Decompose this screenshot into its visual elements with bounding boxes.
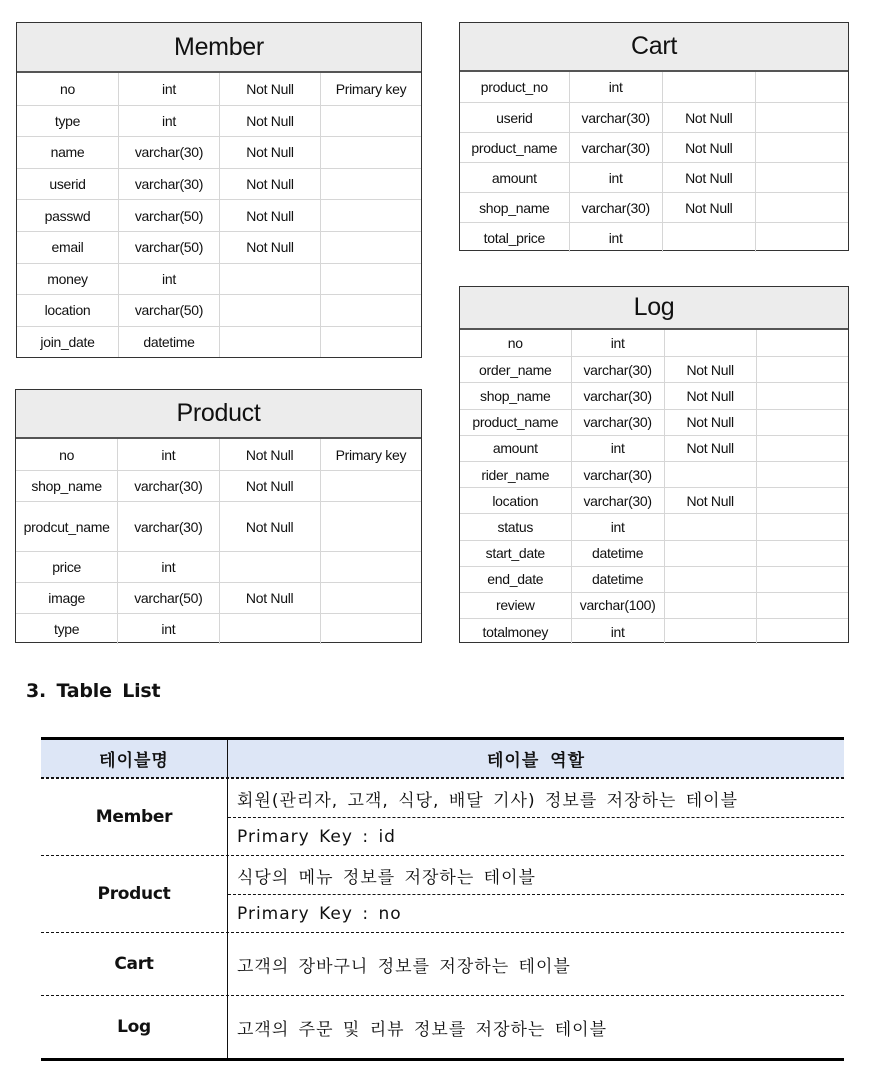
table-role: 고객의 장바구니 정보를 저장하는 테이블 <box>237 956 571 977</box>
column-type: int <box>117 439 218 470</box>
column-key: Primary key <box>320 439 421 470</box>
column-null: Not Null <box>219 137 320 168</box>
table-name: Log <box>41 996 228 1058</box>
log-row-totalmoney <box>460 618 848 644</box>
column-name: amount <box>492 440 538 457</box>
column-type: datetime <box>571 541 664 566</box>
cart-row-product-no <box>460 72 848 102</box>
column-key <box>320 106 421 137</box>
column-key <box>756 488 848 513</box>
column-key <box>756 462 848 487</box>
table-name: Cart <box>41 933 228 995</box>
column-name: shop_name <box>480 387 551 404</box>
log-row-no <box>460 330 848 356</box>
cart-row-shop-name <box>460 192 848 222</box>
column-null: Not Null <box>219 232 320 263</box>
column-null <box>664 330 756 356</box>
column-name: no <box>59 446 75 463</box>
column-key <box>756 541 848 566</box>
column-key <box>320 200 421 231</box>
column-name: email <box>51 239 84 256</box>
column-key <box>320 137 421 168</box>
column-null <box>664 619 756 644</box>
column-null: Not Null <box>662 103 755 132</box>
column-name: no <box>60 80 75 97</box>
column-key <box>756 619 848 644</box>
column-null: Not Null <box>664 383 756 408</box>
table-name: Member <box>41 779 228 855</box>
column-null: Not Null <box>664 436 756 461</box>
table-role: 식당의 메뉴 정보를 저장하는 테이블 <box>237 867 536 888</box>
column-type: varchar(30) <box>569 193 662 222</box>
product-erd-table <box>15 389 422 643</box>
column-null <box>219 614 320 644</box>
table-role: 고객의 주문 및 리뷰 정보를 저장하는 테이블 <box>237 1019 608 1040</box>
column-name: prodcut_name <box>23 518 110 535</box>
column-type: int <box>569 163 662 192</box>
column-null: Not Null <box>219 73 320 105</box>
column-key <box>755 72 848 102</box>
column-name: amount <box>491 169 537 186</box>
column-name: review <box>495 597 535 614</box>
member-row-email <box>17 231 421 263</box>
column-type: datetime <box>571 567 664 592</box>
column-name: userid <box>49 176 86 193</box>
column-null: Not Null <box>662 163 755 192</box>
column-key <box>756 383 848 408</box>
column-name: location <box>492 492 539 509</box>
product-row-image <box>16 582 421 613</box>
column-key <box>320 471 421 501</box>
column-type: varchar(30) <box>571 488 664 513</box>
member-erd-table <box>16 22 422 358</box>
product-row-prodcut-name <box>16 501 421 551</box>
column-key <box>756 330 848 356</box>
column-name: money <box>47 270 88 287</box>
column-type: varchar(30) <box>117 471 218 501</box>
column-name: product_name <box>471 139 558 156</box>
column-type: int <box>117 614 218 644</box>
member-row-type <box>17 105 421 137</box>
column-key <box>755 223 848 252</box>
column-null: Not Null <box>664 357 756 382</box>
column-key <box>756 567 848 592</box>
table-list-row-log <box>41 995 844 1058</box>
section-heading: 3. Table List <box>26 680 161 702</box>
member-row-userid <box>17 168 421 200</box>
column-null <box>664 541 756 566</box>
column-null <box>219 264 320 295</box>
table-primary-key: Primary Key : no <box>228 894 844 932</box>
log-row-review <box>460 592 848 618</box>
column-type: varchar(30) <box>118 137 219 168</box>
column-name: end_date <box>487 571 544 588</box>
column-key <box>320 583 421 613</box>
member-row-no <box>17 73 421 105</box>
table-primary-key: Primary Key : id <box>228 817 844 855</box>
column-type: int <box>118 264 219 295</box>
column-name: price <box>52 559 82 575</box>
table-list-row-product <box>41 855 844 932</box>
column-name: location <box>44 302 91 319</box>
column-key <box>755 193 848 222</box>
column-type: varchar(50) <box>117 583 218 613</box>
member-row-name <box>17 136 421 168</box>
column-name: type <box>53 621 80 637</box>
column-null: Not Null <box>219 169 320 200</box>
product-row-type <box>16 613 421 644</box>
column-name: rider_name <box>481 466 550 483</box>
column-type: varchar(30) <box>569 103 662 132</box>
column-null: Not Null <box>219 439 320 470</box>
log-row-end-date <box>460 566 848 592</box>
column-key <box>320 502 421 551</box>
column-type: int <box>118 73 219 105</box>
column-name: status <box>497 518 534 535</box>
column-key <box>756 436 848 461</box>
cart-erd-title: Cart <box>460 23 848 72</box>
column-null: Not Null <box>219 471 320 501</box>
log-erd-title: Log <box>460 287 848 330</box>
table-list <box>41 737 844 1061</box>
column-key <box>756 410 848 435</box>
member-row-money <box>17 263 421 295</box>
column-key <box>320 552 421 582</box>
column-null: Not Null <box>219 502 320 551</box>
column-key <box>320 327 421 358</box>
table-list-row-cart <box>41 932 844 995</box>
column-null <box>662 223 755 252</box>
column-name: shop_name <box>31 478 102 494</box>
product-row-no <box>16 439 421 470</box>
column-type: varchar(30) <box>571 383 664 408</box>
table-role: 회원(관리자, 고객, 식당, 배달 기사) 정보를 저장하는 테이블 <box>237 790 739 811</box>
column-key <box>755 163 848 192</box>
column-name: total_price <box>483 229 545 246</box>
column-key: Primary key <box>320 73 421 105</box>
log-erd-table <box>459 286 849 643</box>
column-type: int <box>571 436 664 461</box>
log-row-amount <box>460 435 848 461</box>
column-type: int <box>571 330 664 356</box>
log-row-status <box>460 513 848 539</box>
header-table-name: 테이블명 <box>41 740 228 777</box>
column-null: Not Null <box>664 410 756 435</box>
column-null <box>664 567 756 592</box>
column-name: no <box>507 335 523 352</box>
column-null <box>662 72 755 102</box>
column-type: int <box>569 72 662 102</box>
column-type: int <box>117 552 218 582</box>
member-erd-title: Member <box>17 23 421 73</box>
column-name: passwd <box>44 207 91 224</box>
log-row-start-date <box>460 540 848 566</box>
column-key <box>320 614 421 644</box>
column-key <box>755 103 848 132</box>
column-key <box>755 133 848 162</box>
column-type: int <box>571 619 664 644</box>
column-key <box>320 295 421 326</box>
column-type: varchar(30) <box>569 133 662 162</box>
column-type: varchar(50) <box>118 232 219 263</box>
column-null: Not Null <box>219 106 320 137</box>
column-null: Not Null <box>664 488 756 513</box>
column-null <box>664 593 756 618</box>
log-row-location <box>460 487 848 513</box>
column-type: int <box>569 223 662 252</box>
product-row-shop-name <box>16 470 421 501</box>
column-key <box>756 514 848 539</box>
cart-row-userid <box>460 102 848 132</box>
product-row-price <box>16 551 421 582</box>
product-erd-title: Product <box>16 390 421 439</box>
cart-row-amount <box>460 162 848 192</box>
log-row-shop-name <box>460 382 848 408</box>
column-null <box>219 327 320 358</box>
column-type: varchar(100) <box>571 593 664 618</box>
column-type: varchar(50) <box>118 200 219 231</box>
header-table-role: 테이블 역할 <box>486 751 586 771</box>
column-null <box>219 295 320 326</box>
column-name: userid <box>496 109 533 126</box>
column-key <box>756 357 848 382</box>
column-key <box>320 264 421 295</box>
column-type: varchar(30) <box>571 410 664 435</box>
column-null: Not Null <box>662 193 755 222</box>
log-row-product-name <box>460 409 848 435</box>
column-null <box>664 514 756 539</box>
column-type: varchar(50) <box>118 295 219 326</box>
cart-row-total-price <box>460 222 848 252</box>
column-type: datetime <box>118 327 219 358</box>
table-name: Product <box>41 856 228 932</box>
column-name: name <box>50 144 85 161</box>
column-name: type <box>54 112 81 129</box>
column-key <box>320 169 421 200</box>
column-name: totalmoney <box>482 623 549 640</box>
member-row-passwd <box>17 199 421 231</box>
column-type: varchar(30) <box>118 169 219 200</box>
table-list-row-member <box>41 778 844 855</box>
table-list-header <box>41 740 844 778</box>
column-null: Not Null <box>219 583 320 613</box>
column-name: shop_name <box>479 199 550 216</box>
column-type: int <box>118 106 219 137</box>
column-key <box>320 232 421 263</box>
column-name: image <box>48 590 85 606</box>
log-row-rider-name <box>460 461 848 487</box>
column-name: join_date <box>40 334 95 351</box>
member-row-join-date <box>17 326 421 358</box>
column-name: product_no <box>480 79 548 95</box>
column-null: Not Null <box>662 133 755 162</box>
cart-row-product-name <box>460 132 848 162</box>
column-type: int <box>571 514 664 539</box>
cart-erd-table <box>459 22 849 251</box>
member-row-location <box>17 294 421 326</box>
column-null: Not Null <box>219 200 320 231</box>
log-row-order-name <box>460 356 848 382</box>
column-key <box>756 593 848 618</box>
column-type: varchar(30) <box>117 502 218 551</box>
column-name: start_date <box>485 545 545 562</box>
column-type: varchar(30) <box>571 462 664 487</box>
column-null <box>664 462 756 487</box>
column-name: product_name <box>472 414 559 431</box>
column-null <box>219 552 320 582</box>
column-name: order_name <box>479 361 552 378</box>
column-type: varchar(30) <box>571 357 664 382</box>
